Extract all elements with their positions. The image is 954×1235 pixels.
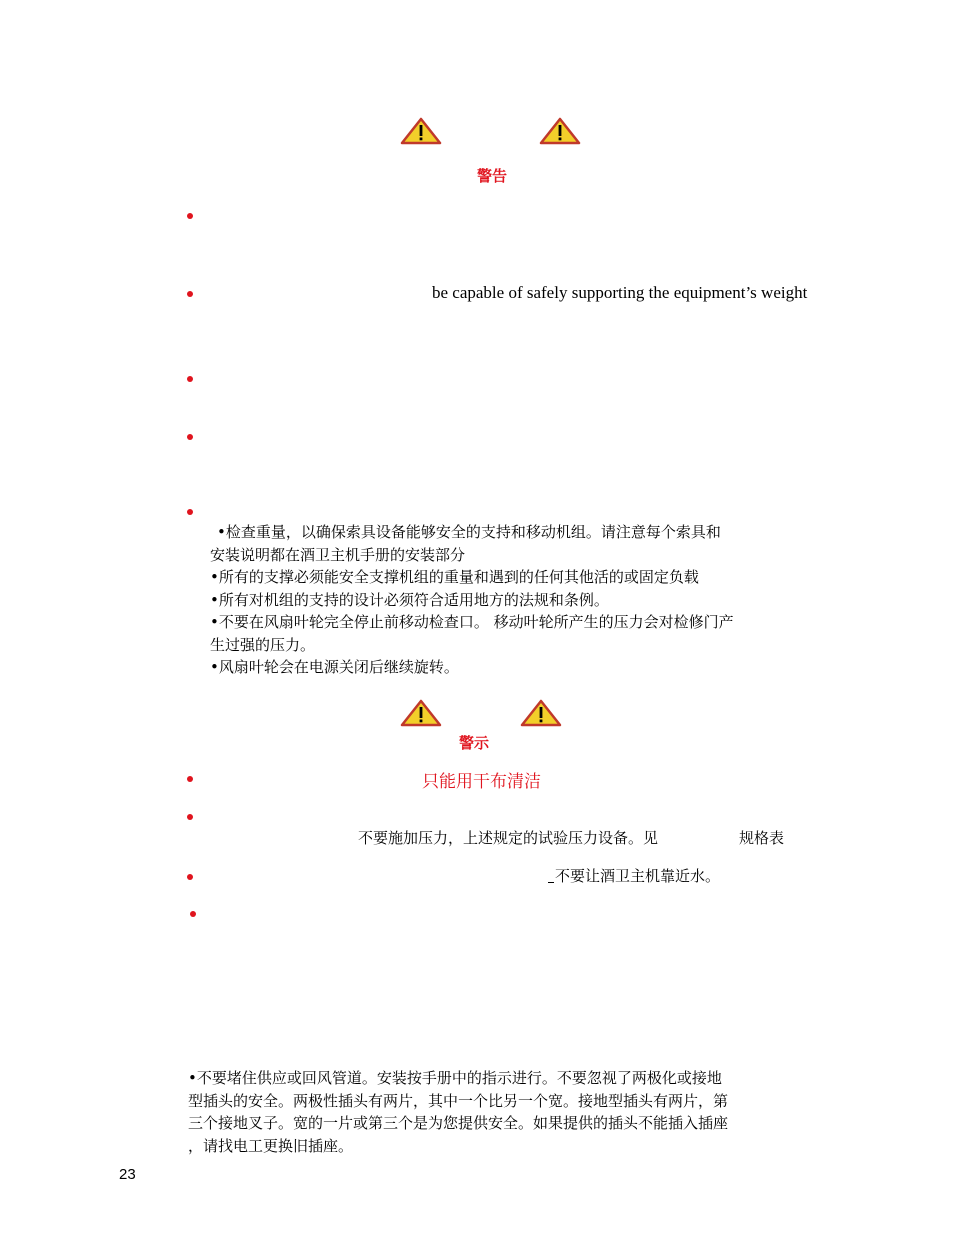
text-line: 安装说明都在酒卫主机手册的安装部分: [210, 545, 466, 564]
keep-from-water-label: 不要让酒卫主机靠近水。: [555, 867, 721, 885]
bullet-marker: [187, 434, 193, 440]
warning-heading: 警告: [477, 167, 508, 185]
ventilation-text-block: [188, 1067, 728, 1157]
keep-from-water-text: [548, 865, 720, 888]
bullet-marker: [187, 814, 193, 820]
clean-dry-cloth-text: 只能用干布清洁: [422, 772, 541, 792]
warning-triangle-icon: [539, 117, 581, 145]
spec-table-text: 规格表: [739, 829, 785, 847]
english-fragment: be capable of safely supporting the equipment’s weight: [432, 283, 808, 302]
warning-text-block: [210, 521, 734, 679]
text-line: •不要在风扇叶轮完全停止前移动检查口。 移动叶轮所产生的压力会对检修门产: [210, 613, 734, 631]
bullet-marker: [187, 376, 193, 382]
warning-triangle-icon: [520, 699, 562, 727]
bullet-marker: [187, 291, 193, 297]
underline-mark: [548, 868, 554, 883]
text-line: 三个接地叉子。宽的一片或第三个是为您提供安全。如果提供的插头不能插入插座: [188, 1114, 729, 1132]
page-number: 23: [119, 1166, 136, 1183]
text-line: ，请找电工更换旧插座。: [188, 1136, 354, 1155]
bullet-marker: [190, 911, 196, 917]
bullet-marker: [187, 213, 193, 219]
pressure-text: 不要施加压力，上述规定的试验压力设备。见: [358, 829, 659, 847]
caution-heading: 警示: [459, 734, 490, 752]
bullet-marker: [187, 874, 193, 880]
text-line: 生过强的压力。: [210, 635, 316, 654]
text-line: •不要堵住供应或回风管道。安装按手册中的指示进行。不要忽视了两极化或接地: [188, 1069, 722, 1087]
bullet-marker: [187, 776, 193, 782]
text-line: •所有对机组的支持的设计必须符合适用地方的法规和条例。: [210, 590, 609, 609]
text-line: •风扇叶轮会在电源关闭后继续旋转。: [210, 658, 459, 676]
warning-triangle-icon: [400, 699, 442, 727]
text-line: •检查重量，以确保索具设备能够安全的支持和移动机组。请注意每个索具和: [217, 523, 721, 541]
text-line: •所有的支撑必须能安全支撑机组的重量和遇到的任何其他活的或固定负载: [210, 568, 699, 586]
bullet-marker: [187, 509, 193, 515]
warning-triangle-icon: [400, 117, 442, 145]
text-line: 型插头的安全。两极性插头有两片，其中一个比另一个宽。接地型插头有两片，第: [188, 1091, 729, 1110]
